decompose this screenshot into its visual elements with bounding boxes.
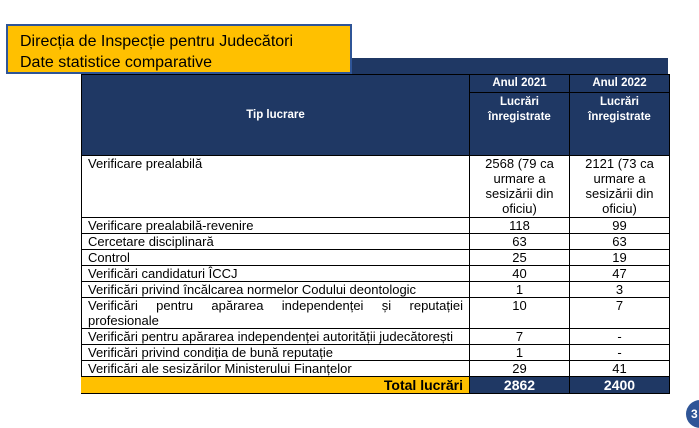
row-label: Verificări privind condiția de bună reputație [82, 345, 470, 361]
column-header-2021: Anul 2021 [470, 75, 570, 93]
value-2021: 1 [470, 282, 570, 298]
table-row [82, 218, 670, 234]
total-2021: 2862 [470, 377, 570, 394]
value-2022: 3 [570, 282, 670, 298]
value-2022: 41 [570, 361, 670, 377]
table-row [82, 298, 670, 329]
row-label: Verificare prealabilă-revenire [82, 218, 470, 234]
value-2022: 7 [570, 298, 670, 329]
table-row [82, 361, 670, 377]
row-label: Verificări candidaturi ÎCCJ [82, 266, 470, 282]
slide-title-box [6, 24, 352, 74]
column-subheader-2021: Lucrări înregistrate [470, 93, 570, 156]
total-row [82, 377, 670, 394]
table-row [82, 282, 670, 298]
row-label: Verificări privind încălcarea normelor Codului deontologic [82, 282, 470, 298]
table-row [82, 234, 670, 250]
table-row [82, 156, 670, 218]
row-label: Control [82, 250, 470, 266]
value-2022: 2121 (73 ca urmare a sesizării din oficiu) [570, 156, 670, 218]
value-2022: 63 [570, 234, 670, 250]
table-row [82, 345, 670, 361]
value-2021: 2568 (79 ca urmare a sesizării din oficiu) [470, 156, 570, 218]
row-label: Cercetare disciplinară [82, 234, 470, 250]
total-2022: 2400 [570, 377, 670, 394]
slide-subtitle: Date statistice comparative [20, 54, 213, 71]
value-2022: 47 [570, 266, 670, 282]
value-2022: 99 [570, 218, 670, 234]
value-2021: 40 [470, 266, 570, 282]
value-2021: 118 [470, 218, 570, 234]
value-2022: - [570, 329, 670, 345]
slide-title: Direcția de Inspecție pentru Judecători [20, 33, 294, 50]
table-row [82, 329, 670, 345]
column-header-type: Tip lucrare [82, 75, 470, 156]
value-2021: 25 [470, 250, 570, 266]
table-row [82, 266, 670, 282]
page-number-badge: 3 [686, 400, 699, 428]
row-label: Verificări pentru apărarea independenței autorității judecătorești [82, 329, 470, 345]
value-2022: 19 [570, 250, 670, 266]
value-2021: 63 [470, 234, 570, 250]
table-header-row [82, 75, 670, 93]
value-2021: 7 [470, 329, 570, 345]
value-2021: 1 [470, 345, 570, 361]
row-label: Verificări pentru apărarea independenței și reputației profesionale [82, 298, 470, 329]
row-label: Verificări ale sesizărilor Ministerului Finanțelor [82, 361, 470, 377]
table-row [82, 250, 670, 266]
value-2021: 29 [470, 361, 570, 377]
column-subheader-2022: Lucrări înregistrate [570, 93, 670, 156]
statistics-table [81, 74, 670, 394]
total-label: Total lucrări [82, 377, 470, 394]
value-2022: - [570, 345, 670, 361]
row-label: Verificare prealabilă [82, 156, 470, 218]
column-header-2022: Anul 2022 [570, 75, 670, 93]
value-2021: 10 [470, 298, 570, 329]
